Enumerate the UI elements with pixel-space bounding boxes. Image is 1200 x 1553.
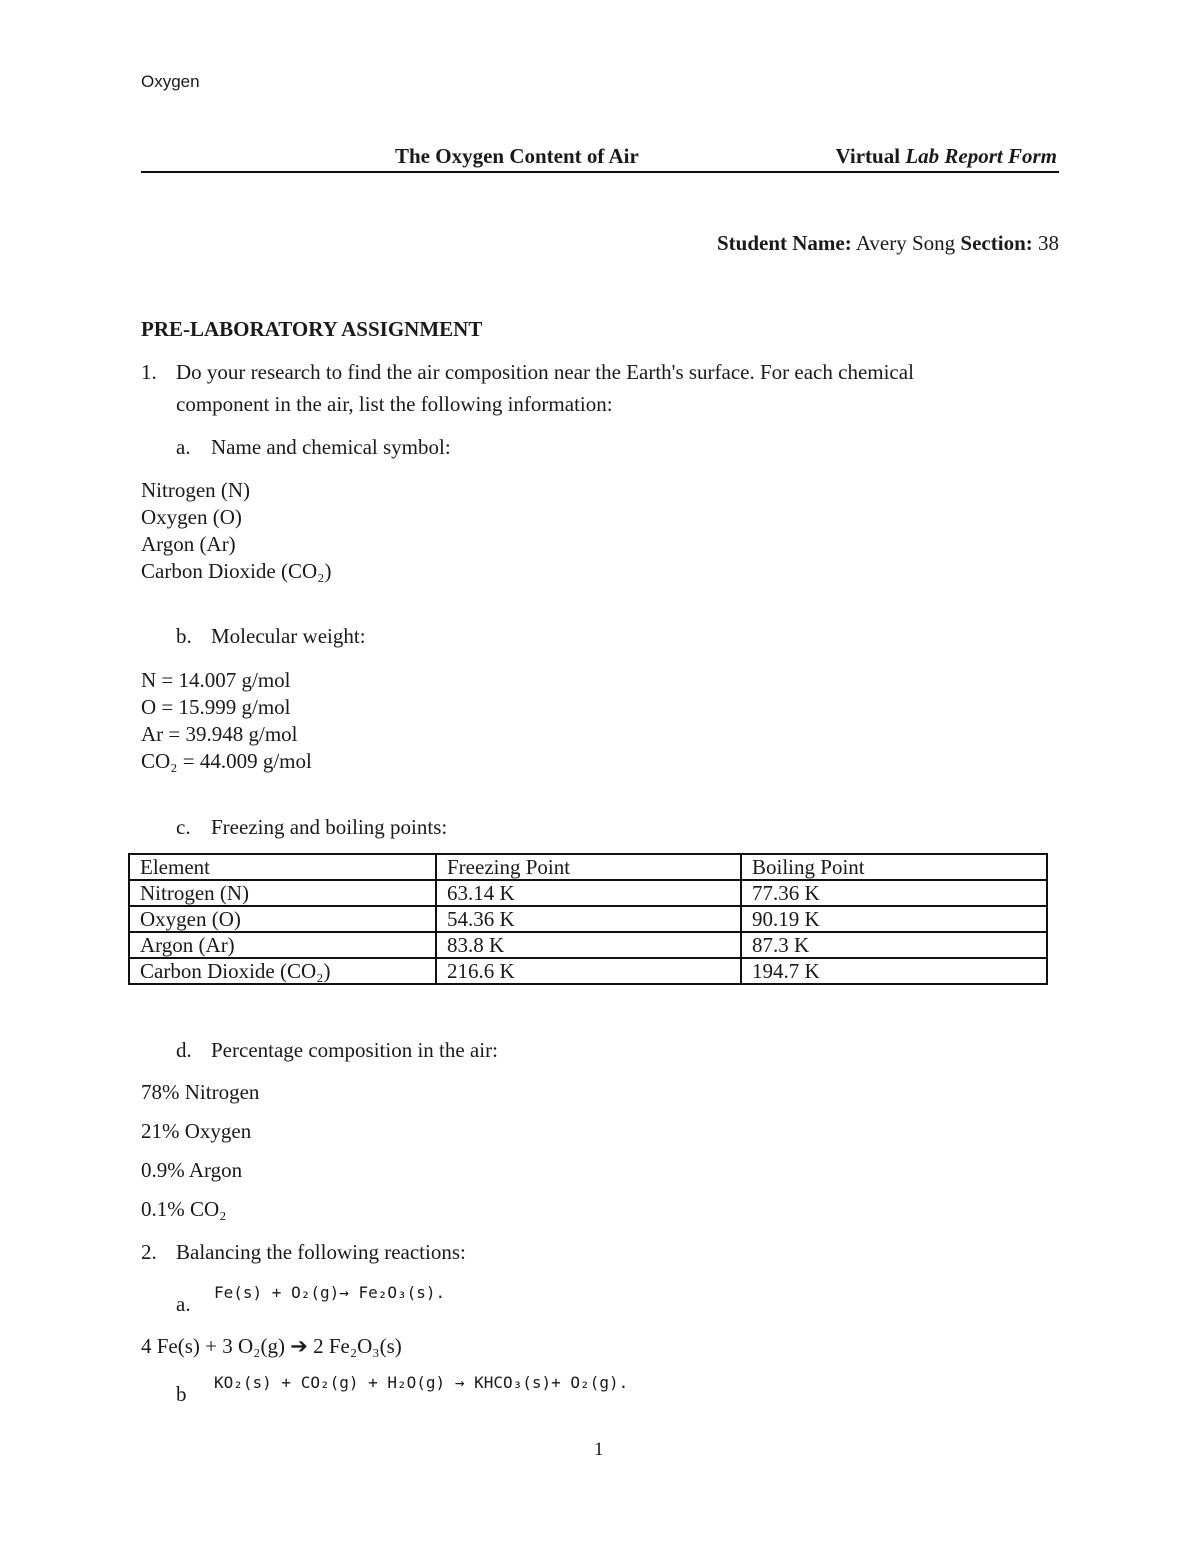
table-cell: 54.36 K: [436, 906, 741, 932]
reaction-a-equation: Fe(s) + O₂(g)→ Fe₂O₃(s).: [214, 1283, 446, 1302]
column-header: Element: [129, 854, 436, 880]
table-cell: 216.6 K: [436, 958, 741, 984]
column-header: Freezing Point: [436, 854, 741, 880]
answer-b-2: O = 15.999 g/mol: [141, 695, 291, 719]
reaction-a-label: a.: [176, 1292, 191, 1316]
answer-d-3: 0.9% Argon: [141, 1158, 243, 1182]
item-b: b. Molecular weight:: [176, 624, 366, 648]
section-heading: PRE-LABORATORY ASSIGNMENT: [141, 317, 483, 341]
table-cell: 83.8 K: [436, 932, 741, 958]
document-title: The Oxygen Content of Air: [395, 144, 639, 168]
answer-d-2: 21% Oxygen: [141, 1119, 252, 1143]
answer-a-1: Nitrogen (N): [141, 478, 251, 502]
reaction-b-label: b: [176, 1382, 187, 1406]
running-header: Oxygen: [141, 72, 200, 91]
table-cell: 90.19 K: [741, 906, 1047, 932]
reaction-b-equation: KO₂(s) + CO₂(g) + H₂O(g) → KHCO₃(s)+ O₂(g).: [214, 1373, 629, 1392]
table-header-row: [129, 854, 1047, 880]
table-row: [129, 880, 1047, 906]
report-form-label: Virtual Lab Report Form: [835, 144, 1057, 168]
page-number: 1: [594, 1439, 604, 1460]
table-row: [129, 906, 1047, 932]
question-1-cont: component in the air, list the following information:: [176, 392, 613, 416]
section-label: Section:: [960, 231, 1033, 255]
section-value: 38: [1038, 231, 1059, 255]
item-d: d. Percentage composition in the air:: [176, 1038, 498, 1062]
table-row: [129, 932, 1047, 958]
question-2: 2. Balancing the following reactions:: [141, 1240, 466, 1264]
table-cell: 87.3 K: [741, 932, 1047, 958]
answer-a-3: Argon (Ar): [141, 532, 236, 556]
answer-a-4: Carbon Dioxide (CO₂): [141, 559, 332, 583]
answer-a-2: Oxygen (O): [141, 505, 242, 529]
table-cell: 63.14 K: [436, 880, 741, 906]
item-c: c. Freezing and boiling points:: [176, 815, 448, 839]
reaction-a-answer: 4 Fe(s) + 3 O₂(g) ➔ 2 Fe₂O₃(s): [141, 1334, 402, 1358]
question-1: 1. Do your research to find the air composition near the Earth's surface. For each chemical: [141, 360, 914, 384]
title-bar: [141, 142, 1059, 173]
student-info: [717, 230, 1059, 256]
column-header: Boiling Point: [741, 854, 1047, 880]
table-cell: Oxygen (O): [129, 906, 436, 932]
answer-b-4: CO₂ = 44.009 g/mol: [141, 749, 312, 773]
answer-b-3: Ar = 39.948 g/mol: [141, 722, 298, 746]
question-number: 1.: [141, 360, 157, 384]
table-cell: Nitrogen (N): [129, 880, 436, 906]
answer-b-1: N = 14.007 g/mol: [141, 668, 291, 692]
answer-d-4: 0.1% CO₂: [141, 1197, 227, 1221]
freezing-boiling-table: [128, 853, 1048, 985]
student-name: Avery Song: [855, 231, 956, 255]
table-cell: 194.7 K: [741, 958, 1047, 984]
question-number: 2.: [141, 1240, 157, 1264]
student-name-label: Student Name:: [716, 231, 852, 255]
answer-d-1: 78% Nitrogen: [141, 1080, 260, 1104]
table-cell: Carbon Dioxide (CO₂): [129, 958, 436, 984]
table-row: [129, 958, 1047, 984]
table-cell: 77.36 K: [741, 880, 1047, 906]
item-a: a. Name and chemical symbol:: [176, 435, 451, 459]
table-cell: Argon (Ar): [129, 932, 436, 958]
